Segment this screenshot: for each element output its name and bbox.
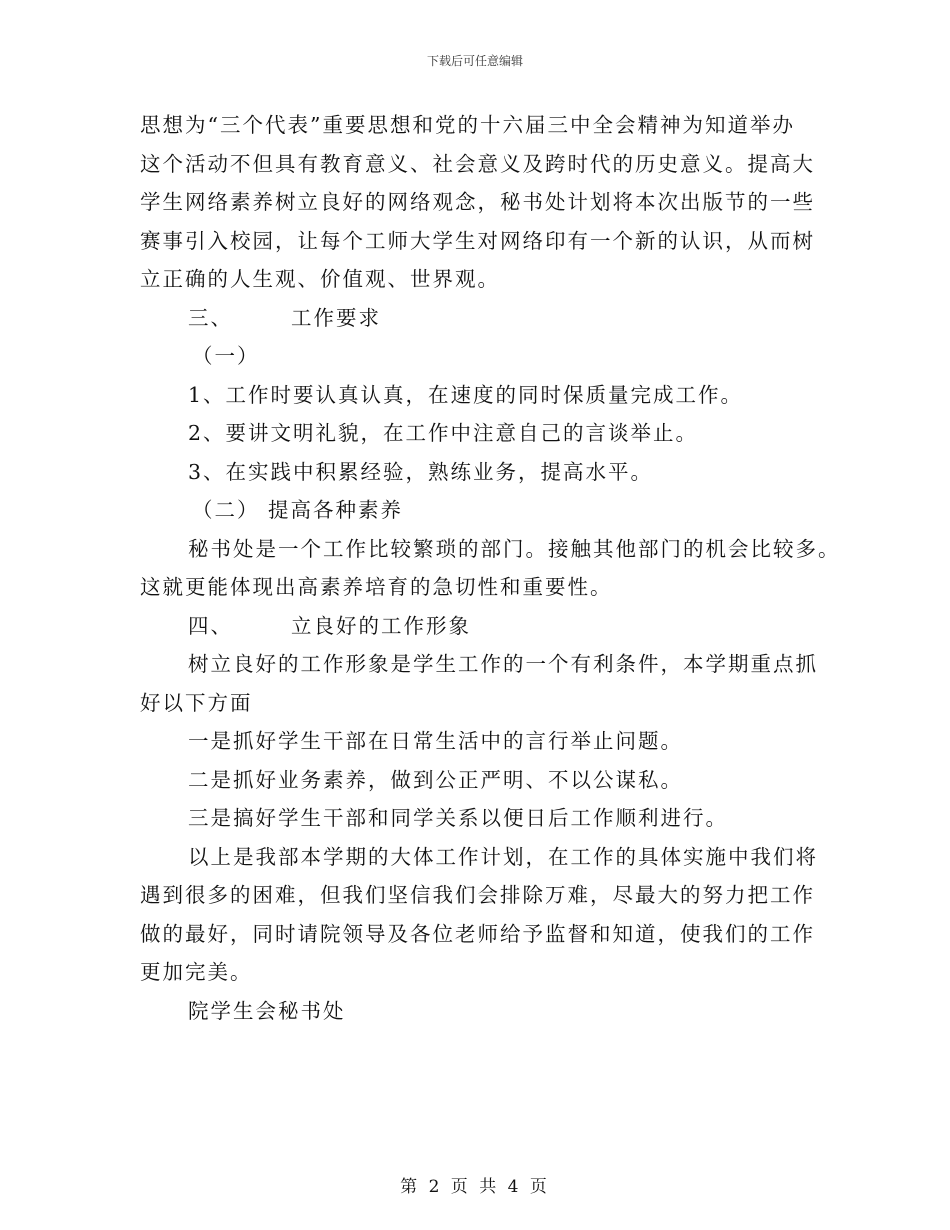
list-item: 1、工作时要认真认真，在速度的同时保质量完成工作。 — [188, 382, 744, 407]
subsection-title: 提高各种素养 — [268, 498, 404, 522]
paragraph-line: 做的最好，同时请院领导及各位老师给予监督和知道，使我们的工作 — [140, 921, 815, 946]
section-title: 立良好的工作形象 — [291, 613, 471, 638]
paragraph-line: 秘书处是一个工作比较繁琐的部门。接触其他部门的机会比较多。 — [188, 536, 841, 561]
point-item: 一是抓好学生干部在日常生活中的言行举止问题。 — [188, 729, 683, 753]
signature: 院学生会秘书处 — [188, 998, 346, 1023]
section-number: 三、 — [188, 305, 233, 330]
subsection-heading-2 — [140, 491, 820, 530]
text-line: 赛事引入校园，让每个工师大学生对网络印有一个新的认识，从而树 — [140, 228, 815, 253]
text-line: 思想为“三个代表”重要思想和党的十六届三中全会精神为知道举办 — [140, 113, 795, 137]
text-line: 这个活动不但具有教育意义、社会意义及跨时代的历史意义。提高大 — [140, 151, 815, 176]
paragraph-line: 好以下方面 — [140, 690, 253, 715]
subsection-number: （二） — [192, 498, 260, 522]
subsection-heading-1: （一） — [192, 344, 260, 368]
paragraph-line: 更加完美。 — [140, 960, 253, 984]
text-line: 学生网络素养树立良好的网络观念，秘书处计划将本次出版节的一些 — [140, 190, 815, 214]
page-number-footer: 第 2 页 共 4 页 — [400, 1177, 550, 1197]
list-item: 2、要讲文明礼貌，在工作中注意自己的言谈举止。 — [188, 421, 699, 445]
list-item: 3、在实践中积累经验，熟练业务，提高水平。 — [188, 459, 654, 484]
document-body — [140, 106, 841, 1030]
section-heading-3 — [140, 299, 820, 338]
point-item: 三是搞好学生干部和同学关系以便日后工作顺利进行。 — [188, 806, 728, 830]
page-header: 下载后可任意编辑 — [426, 54, 523, 68]
paragraph-line: 树立良好的工作形象是学生工作的一个有利条件，本学期重点抓 — [188, 652, 818, 676]
paragraph-line: 以上是我部本学期的大体工作计划，在工作的具体实施中我们将 — [188, 844, 818, 869]
section-heading-4 — [140, 607, 820, 646]
paragraph-line: 遇到很多的困难，但我们坚信我们会排除万难，尽最大的努力把工作 — [140, 883, 815, 907]
point-item: 二是抓好业务素养，做到公正严明、不以公谋私。 — [188, 767, 683, 792]
section-title: 工作要求 — [291, 305, 381, 330]
paragraph-line: 这就更能体现出高素养培育的急切性和重要性。 — [140, 575, 613, 599]
section-number: 四、 — [188, 613, 233, 638]
text-line: 立正确的人生观、价值观、世界观。 — [140, 267, 500, 291]
